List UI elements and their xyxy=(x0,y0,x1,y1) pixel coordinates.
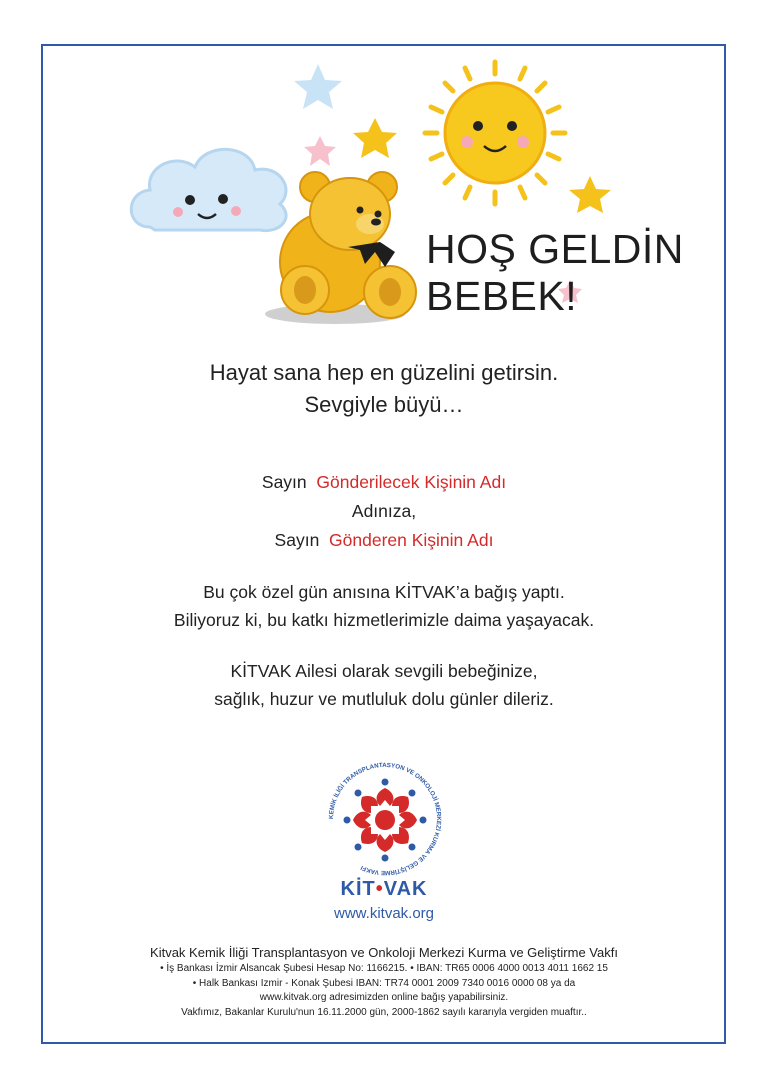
footer-line-4: Vakfımız, Bakanlar Kurulu'nun 16.11.2000 gün, 2000-1862 sayılı kararıyla vergiden muaftır.. xyxy=(181,1006,587,1018)
footer-line-3: www.kitvak.org adresimizden online bağış yapabilirsiniz. xyxy=(259,992,509,1003)
wishes-message xyxy=(0,657,768,713)
logo-ring-text: KEMİK İLİĞİ TRANSPLANTASYON VE ONKOLOJİ MERKEZİ KURMA VE GELİŞTİRME VAKFI xyxy=(327,761,443,877)
address-middle: Adınıza, xyxy=(351,501,417,521)
recipient-name: Gönderilecek Kişinin Adı xyxy=(316,472,507,492)
cloud-icon xyxy=(131,149,286,230)
star-icon xyxy=(304,136,336,166)
star-icon xyxy=(353,118,397,158)
brand-dot: • xyxy=(375,878,384,900)
star-icon xyxy=(569,176,611,213)
headline xyxy=(426,226,684,320)
star-icon xyxy=(294,64,342,109)
kitvak-brand xyxy=(0,878,768,901)
brand-right: VAK xyxy=(383,878,428,900)
sender-prefix: Sayın xyxy=(274,530,320,550)
headline-line-2: BEBEK! xyxy=(426,273,578,319)
footer xyxy=(0,944,768,1020)
sun-icon xyxy=(425,62,565,204)
kitvak-logo xyxy=(324,758,446,880)
website-link[interactable]: www.kitvak.org xyxy=(333,905,435,922)
footer-line-1: • İş Bankası İzmir Alsancak Şubesi Hesap No: 1166215. • IBAN: TR65 0006 4000 0013 4011 1662 15 xyxy=(160,963,608,974)
teddy-bear-icon xyxy=(265,172,416,324)
brand-left: KİT xyxy=(340,878,376,900)
message-line-4: sağlık, huzur ve mutluluk dolu günler dileriz. xyxy=(214,689,554,709)
footer-title: Kitvak Kemik İliği Transplantasyon ve Onkoloji Merkezi Kurma ve Geliştirme Vakfı xyxy=(150,945,618,960)
footer-line-2: • Halk Bankası Izmir - Konak Şubesi IBAN: TR74 0001 2009 7340 0016 0000 08 ya da xyxy=(192,977,576,989)
message-line-2: Biliyoruz ki, bu katkı hizmetlerimizle daima yaşayacak. xyxy=(173,610,595,630)
recipient-prefix: Sayın xyxy=(261,472,307,492)
sender-name: Gönderen Kişinin Adı xyxy=(329,530,494,550)
wish-line-1: Hayat sana hep en güzelini getirsin. xyxy=(209,360,559,385)
wish-line-2: Sevgiyle büyü… xyxy=(304,392,464,417)
message-line-3: KİTVAK Ailesi olarak sevgili bebeğinize, xyxy=(230,661,538,681)
headline-line-1: HOŞ GELDİN xyxy=(426,226,684,272)
logo-emblem-icon xyxy=(344,779,427,862)
wish-text xyxy=(0,357,768,421)
donation-message xyxy=(0,578,768,634)
recipient-line xyxy=(0,468,768,497)
address-block xyxy=(0,468,768,555)
message-line-1: Bu çok özel gün anısına KİTVAK’a bağış yaptı. xyxy=(203,582,565,602)
sender-line xyxy=(0,526,768,555)
